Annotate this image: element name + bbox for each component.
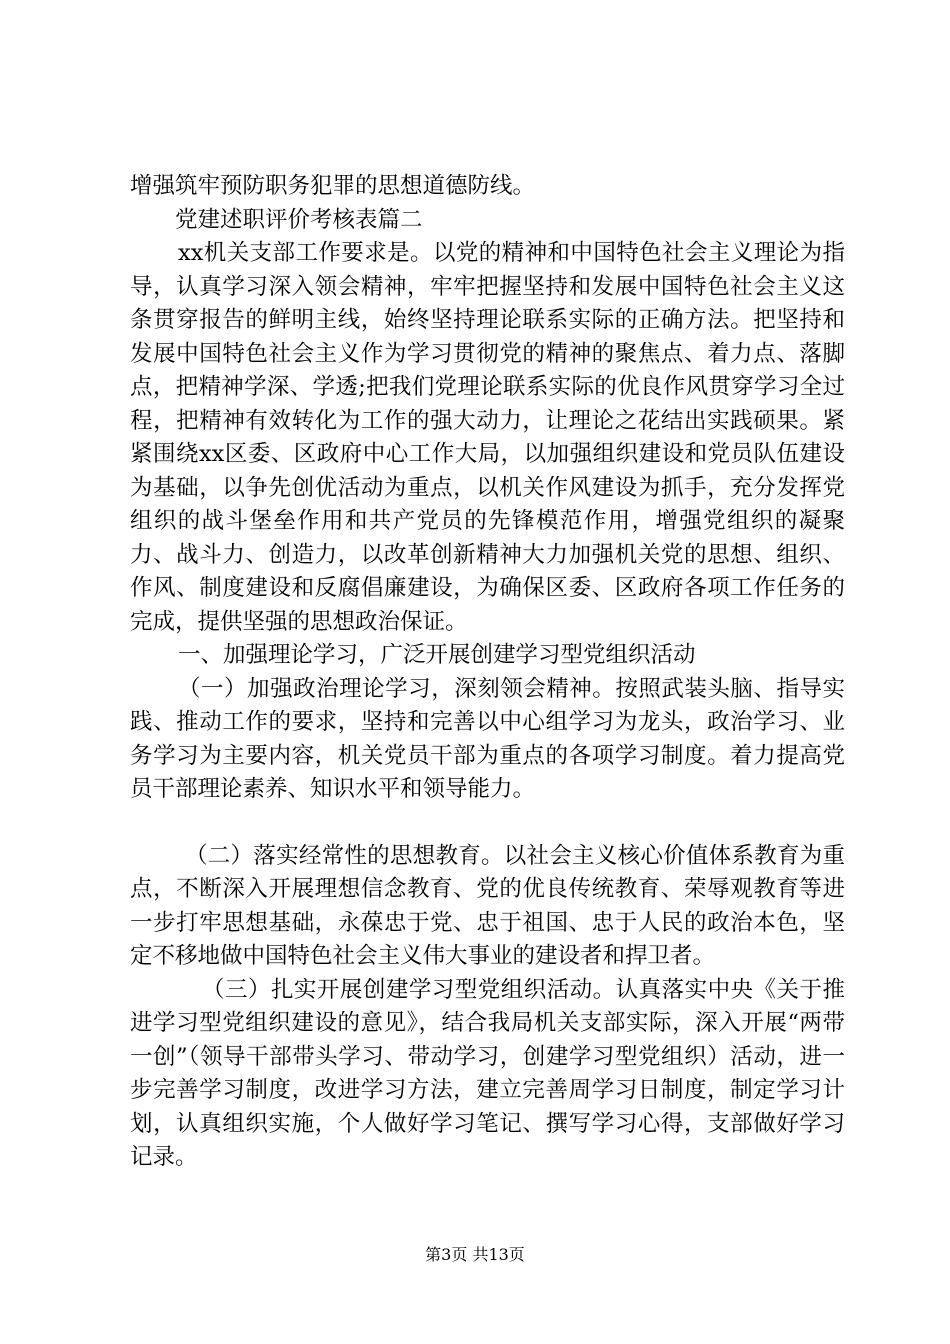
paragraph-intro: xx机关支部工作要求是。以党的精神和中国特色社会主义理论为指导，认真学习深入领会精神，牢牢把握坚持和发展中国特色社会主义这条贯穿报告的鲜明主线，始终坚持理论联系实际的正确方法。把坚持和发展中国特色社会主义作为学习贯彻党的精神的聚焦点、着力点、落脚点，把精神学深、学透;把我们党理论联系实际的优良作风贯穿学习全过程，把精神有效转化为工作的强大动力，让理论之花结出实践硕果。紧紧围绕xx区委、区政府中心工作大局，以加强组织建设和党员队伍建设为基础，以争先创优活动为重点，以机关作风建设为抓手，充分发挥党组织的战斗堡垒作用和共产党员的先锋模范作用，增强党组织的凝聚力、战斗力、创造力，以改革创新精神大力加强机关党的思想、组织、作风、制度建设和反腐倡廉建设，为确保区委、区政府各项工作任务的完成，提供坚强的思想政治保证。 [130,240,845,635]
section-heading: 党建述职评价考核表篇二 [175,206,423,233]
paragraph-item-3: （三）扎实开展创建学习型党组织活动。认真落实中央《关于推进学习型党组织建设的意见》，结合我局机关支部实际，深入开展“两带一创”（领导干部带头学习、带动学习，创建学习型党组织）活动，进一步完善学习制度，改进学习方法，建立完善周学习日制度，制定学习计划，认真组织实施，个人做好学习笔记、撰写学习心得，支部做好学习记录。 [130,976,845,1170]
paragraph-item-1: （一）加强政治理论学习，深刻领会精神。按照武装头脑、指导实践、推动工作的要求，坚持和完善以中心组学习为龙头，政治学习、业务学习为主要内容，机关党员干部为重点的各项学习制度。着力提高党员干部理论素养、知识水平和领导能力。 [130,675,845,802]
paragraph-item-2: （二）落实经常性的思想教育。以社会主义核心价值体系教育为重点，不断深入开展理想信念教育、党的优良传统教育、荣辱观教育等进一步打牢思想基础，永葆忠于党、忠于祖国、忠于人民的政治本色，坚定不移地做中国特色社会主义伟大事业的建设者和捍卫者。 [130,842,845,969]
document-body [130,170,845,1175]
page-number-footer: 第3页 共13页 [425,1245,525,1264]
paragraph-spacer [130,807,845,840]
subsection-heading: 一、加强理论学习，广泛开展创建学习型党组织活动 [178,642,696,668]
paragraph-continuation: 增强筑牢预防职务犯罪的思想道德防线。 [130,173,536,199]
